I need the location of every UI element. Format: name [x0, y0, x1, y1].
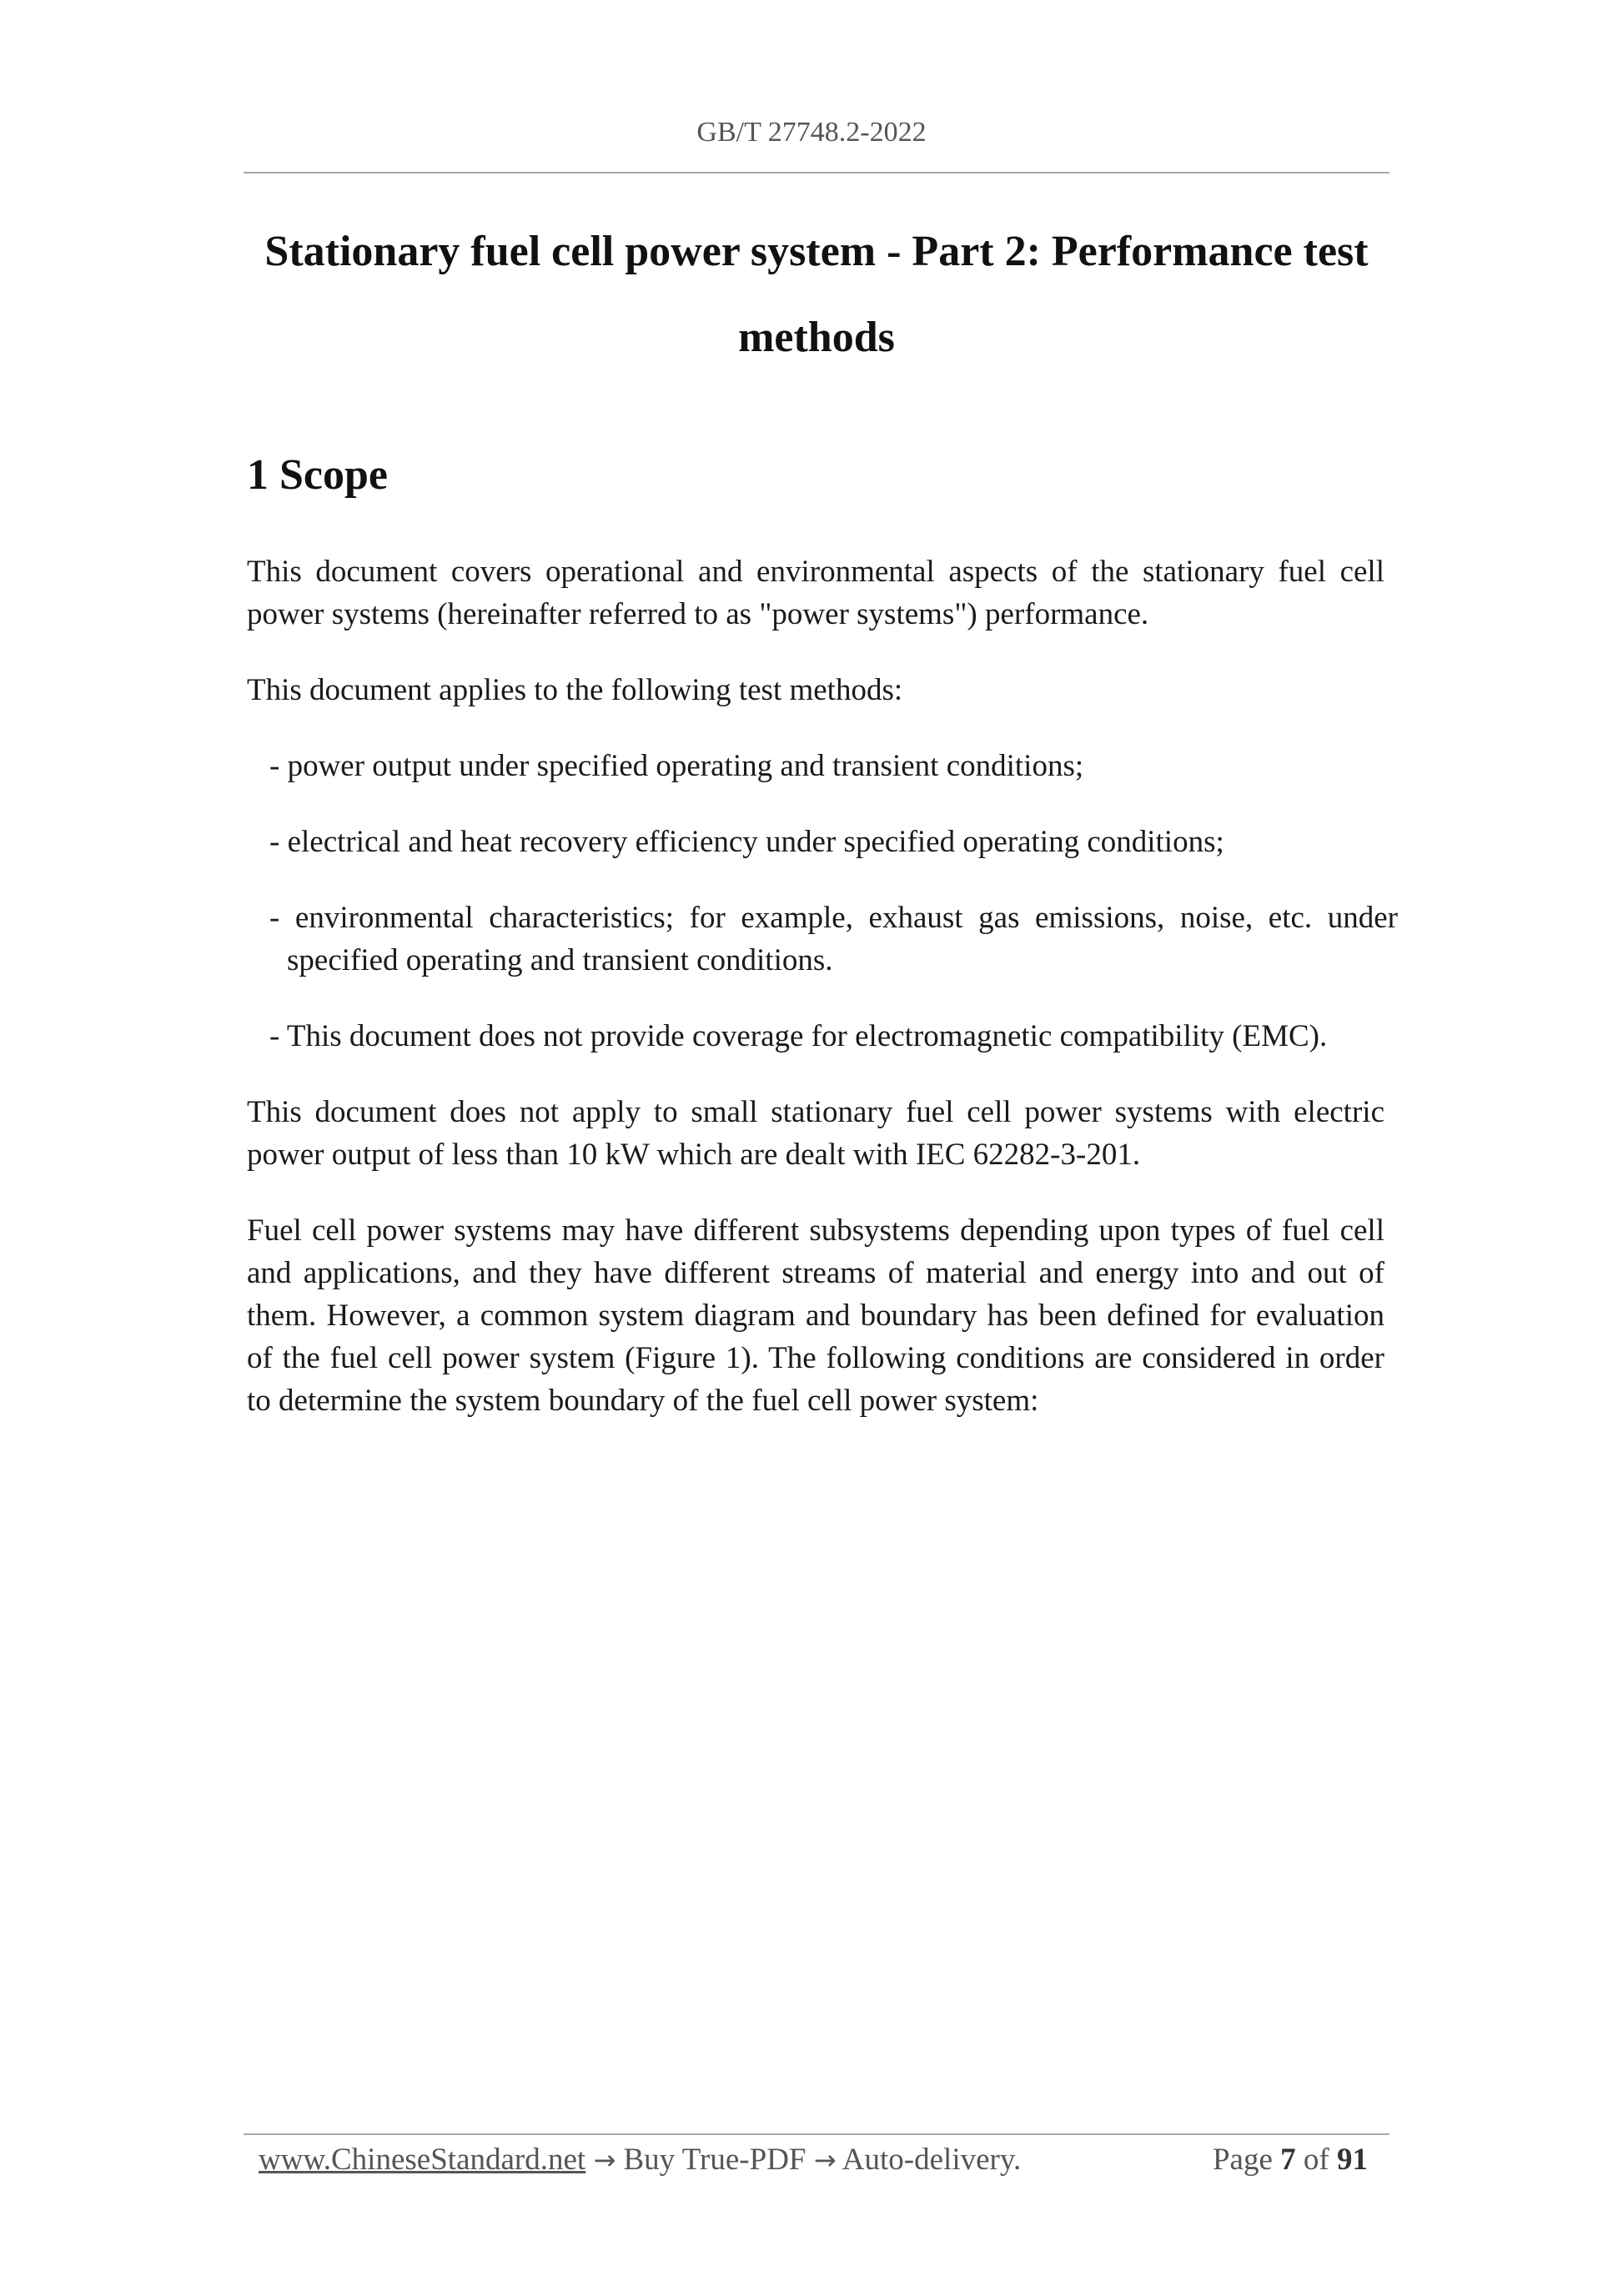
scope-paragraph: This document applies to the following test methods:: [247, 673, 903, 707]
header-divider: [244, 172, 1389, 173]
scope-paragraph: Fuel cell power systems may have different subsystems depending upon types of fuel cell and applications, and they have different streams of material and energy into and out of them. However, a common system diagram and boundary has been defined for evaluation of the fuel cell power system (Figure 1). The following conditions are considered in order to determine the system boundary of the fuel cell power system:: [247, 1213, 1384, 1418]
scope-body: [247, 550, 1398, 1455]
buy-true-pdf-text: Buy True-PDF: [623, 2143, 806, 2177]
page-number: [1213, 2142, 1368, 2178]
footer-divider: [244, 2133, 1389, 2135]
auto-delivery-text: Auto-delivery.: [842, 2143, 1022, 2177]
chinesestandard-link[interactable]: www.ChineseStandard.net: [259, 2143, 586, 2177]
test-method-bullet: - power output under specified operating and transient conditions;: [269, 749, 1084, 783]
document-code-header: GB/T 27748.2-2022: [696, 117, 927, 148]
footer-promo: [259, 2142, 1021, 2178]
scope-paragraph: This document does not apply to small stationary fuel cell power systems with electric power output of less than 10 kW which are dealt with IEC 62282-3-201.: [247, 1095, 1384, 1172]
right-arrow-icon: →: [813, 2144, 837, 2176]
test-method-bullet: - environmental characteristics; for example, exhaust gas emissions, noise, etc. under specified operating and transient conditions.: [269, 901, 1398, 977]
test-method-bullet: - This document does not provide coverage for electromagnetic compatibility (EMC).: [269, 1019, 1328, 1053]
section-heading-scope: 1 Scope: [247, 451, 388, 499]
page-of-label: of: [1303, 2143, 1329, 2177]
page-total: 91: [1337, 2143, 1368, 2177]
document-title: Stationary fuel cell power system - Part 2: Performance test methods: [264, 228, 1369, 361]
scope-paragraph: This document covers operational and environmental aspects of the stationary fuel cell power systems (hereinafter referred to as "power systems") performance.: [247, 555, 1384, 631]
right-arrow-icon: →: [593, 2144, 616, 2176]
page-label: Page: [1212, 2143, 1273, 2177]
page-footer: [259, 2142, 1368, 2178]
page-current: 7: [1280, 2143, 1296, 2177]
test-method-bullet: - electrical and heat recovery efficiency under specified operating conditions;: [269, 825, 1224, 859]
